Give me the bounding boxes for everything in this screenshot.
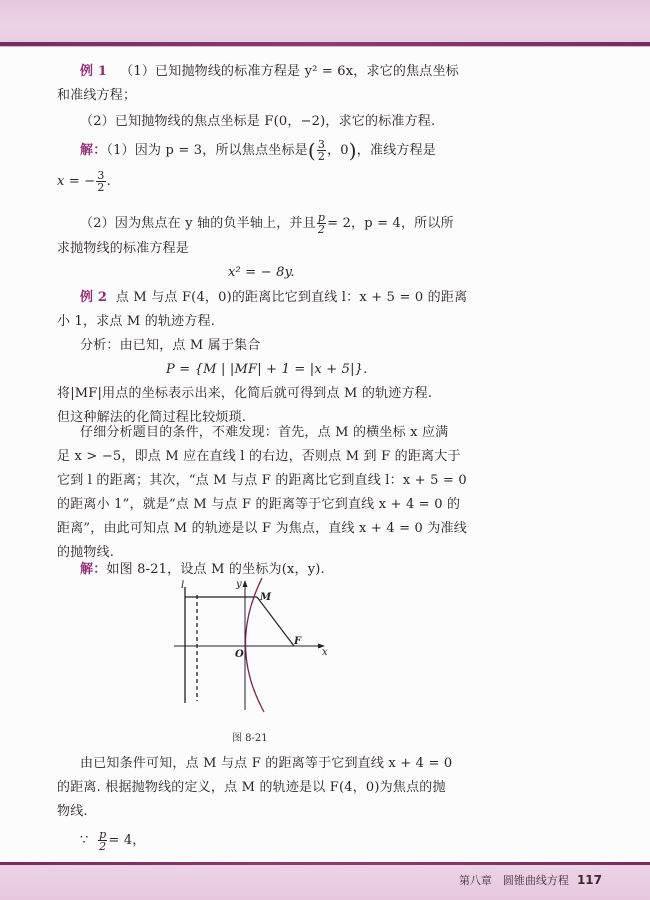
svg-text:l: l	[181, 580, 185, 591]
fraction: $\frac{p}{2}$	[99, 828, 107, 853]
example2-para-1: 仔细分析题目的条件，不难发现：首先，点 M 的横坐标 x 应满	[80, 425, 449, 440]
example2-q-cont: 小 1，求点 M 的轨迹方程.	[57, 314, 216, 329]
solution1-text: （1）因为 p = 3，所以焦点坐标是	[106, 143, 308, 158]
fraction: $\frac{p}{2}$	[317, 211, 326, 236]
example1-s2-cont: 求抛物线的标准方程是	[57, 241, 190, 256]
fraction: $\frac{3}{2}$	[97, 169, 105, 194]
figure-caption: 图 8-21	[232, 733, 268, 744]
example1-solution1: 解：（1）因为 p = 3，所以焦点坐标是( $\frac{3}{2}$ ，0)，准线方程是	[80, 138, 436, 163]
page-footer	[459, 872, 602, 888]
because-line: ∵ $\frac{p}{2}$ = 4，	[80, 828, 146, 853]
after-2: 的距离. 根据抛物线的定义，点 M 的轨迹是以 F(4，0)为焦点的抛	[57, 780, 446, 795]
solution-label: 解：	[80, 562, 107, 577]
example1-q2: （2）已知抛物线的焦点坐标是 F(0，−2)，求它的标准方程.	[80, 114, 436, 129]
example1-equation: x² = − 8y.	[228, 265, 295, 280]
example1-q1: （1）已知抛物线的标准方程是 y² = 6x，求它的焦点坐标	[120, 64, 459, 79]
example1-label: 例 1	[80, 64, 108, 79]
fraction: $\frac{3}{2}$	[317, 138, 326, 163]
example1-q1-cont: 和准线方程；	[57, 88, 137, 103]
header-rule-thin	[0, 46, 650, 47]
example2-para-2: 足 x > −5，即点 M 应在直线 l 的右边，否则点 M 到 F 的距离大于	[57, 449, 461, 464]
svg-text:y: y	[236, 579, 242, 590]
example2-set-equation: P = {M | |MF| + 1 = |x + 5|}.	[166, 362, 368, 377]
svg-text:F: F	[294, 636, 302, 647]
page-number: 117	[576, 873, 602, 887]
solution1-post: ，准线方程是	[356, 143, 436, 158]
example2-para-5: 距离”，由此可知点 M 的轨迹是以 F 为焦点，直线 x + 4 = 0 为准线	[57, 521, 467, 536]
header-band	[0, 0, 650, 42]
example2-analysis: 分析：由已知，点 M 属于集合	[80, 338, 261, 353]
after-1: 由已知条件可知，点 M 与点 F 的距离等于它到直线 x + 4 = 0	[80, 756, 453, 771]
svg-text:O: O	[235, 649, 244, 660]
example2-question: 例 2 点 M 与点 F(4，0)的距离比它到直线 l：x + 5 = 0 的距离	[80, 290, 468, 305]
example2-analysis-3: 但这种解法的化简过程比较烦琐.	[57, 410, 247, 425]
figure-8-21	[172, 575, 337, 715]
example2-label: 例 2	[80, 290, 108, 305]
because-symbol: ∵	[80, 833, 89, 848]
example2-analysis-2: 将|MF|用点的坐标表示出来，化简后就可得到点 M 的轨迹方程.	[57, 386, 433, 401]
example2-solution: 解：如图 8-21，设点 M 的坐标为(x，y).	[80, 562, 325, 577]
example1-directrix: x = − $\frac{3}{2}$ .	[57, 169, 111, 194]
example1-solution2: （2）因为焦点在 y 轴的负半轴上，并且 $\frac{p}{2}$ = 2，p = 4，所以所	[80, 211, 454, 236]
example2-para-3: 它到 l 的距离；其次，“点 M 与点 F 的距离比它到直线 l：x + 5 = 0	[57, 473, 467, 488]
solution-label: 解：	[80, 143, 107, 158]
example2-para-6: 的抛物线.	[57, 545, 115, 560]
example2-para-4: 的距离小 1”，就是“点 M 与点 F 的距离等于它到直线 x + 4 = 0 的	[57, 497, 461, 512]
after-3: 物线.	[57, 804, 88, 819]
chapter-title: 第八章 圆锥曲线方程	[458, 874, 569, 887]
example1-question1	[80, 63, 459, 81]
svg-text:x: x	[322, 647, 328, 658]
svg-text:M: M	[260, 592, 272, 603]
